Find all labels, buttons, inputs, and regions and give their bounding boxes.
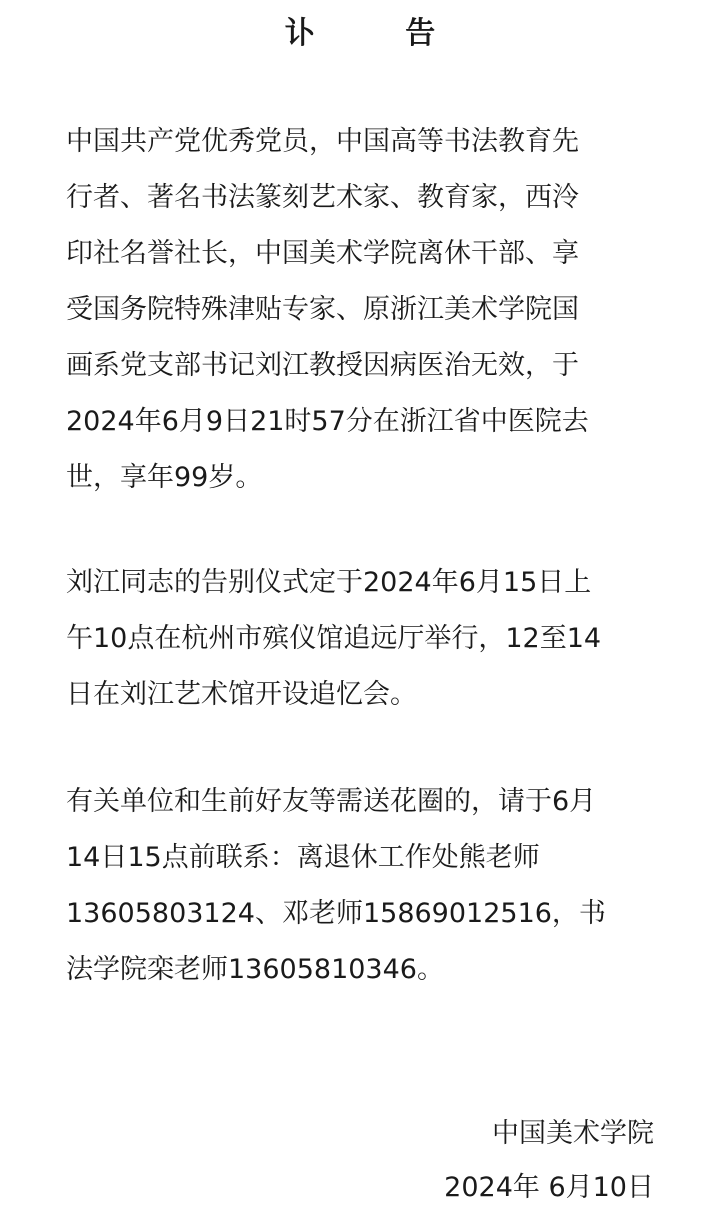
text-line: 2024年6月9日21时57分在浙江省中医院去 — [66, 406, 589, 437]
document-title: 讣 告 — [284, 16, 476, 51]
text-line: 法学院栾老师13605810346。 — [66, 954, 444, 985]
text-line: 有关单位和生前好友等需送花圈的，请于6月 — [66, 786, 597, 817]
paragraph-obituary-notice — [66, 114, 666, 506]
text-line: 13605803124、邓老师15869012516，书 — [66, 898, 606, 929]
text-line: 画系党支部书记刘江教授因病医治无效，于 — [66, 350, 579, 381]
signature-organization: 中国美术学院 — [492, 1118, 654, 1149]
text-line: 中国共产党优秀党员，中国高等书法教育先 — [66, 126, 579, 157]
text-line: 世，享年99岁。 — [66, 462, 263, 493]
text-line: 印社名誉社长，中国美术学院离休干部、享 — [66, 238, 579, 269]
text-line: 午10点在杭州市殡仪馆追远厅举行，12至14 — [66, 623, 602, 654]
paragraph-contact-info — [66, 774, 666, 998]
text-line: 日在刘江艺术馆开设追忆会。 — [66, 679, 417, 710]
text-line: 14日15点前联系：离退休工作处熊老师 — [66, 842, 540, 873]
paragraph-farewell-ceremony — [66, 555, 666, 723]
text-line: 受国务院特殊津贴专家、原浙江美术学院国 — [66, 294, 579, 325]
text-line: 行者、著名书法篆刻艺术家、教育家，西泠 — [66, 182, 579, 213]
text-line: 刘江同志的告别仪式定于2024年6月15日上 — [66, 567, 592, 598]
signature-date: 2024年 6月10日 — [444, 1172, 654, 1203]
